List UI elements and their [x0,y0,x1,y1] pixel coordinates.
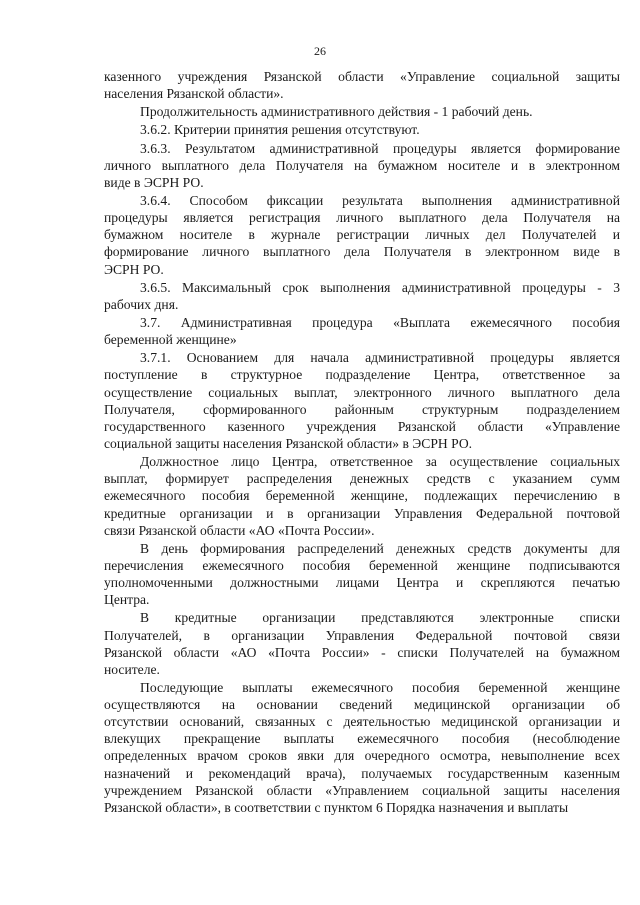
text-line: беременной женщине» [104,332,237,348]
text-line: 3.7.1. Основанием для начала административной процедуры является [140,350,620,366]
paragraph [104,453,620,539]
text-line: перечисления ежемесячного пособия беременной женщине подписываются [104,557,620,573]
text-line: ЭСРН РО. [104,261,164,277]
text-line: В кредитные организации представляются электронные списки [140,610,620,626]
text-line: Продолжительность административного действия - 1 рабочий день. [140,104,533,120]
text-line: Должностное лицо Центра, ответственное за осуществление социальных [140,454,620,470]
text-line: казенного учреждения Рязанской области «Управление социальной защиты [104,69,620,84]
text-line: бумажном носителе в журнале регистрации личных дел Получателей и [104,227,620,243]
text-line: населения Рязанской области». [104,86,284,102]
text-line: В день формирования распределений денежных средств документы для [140,540,620,556]
text-line: 3.6.5. Максимальный срок выполнения административной процедуры - 3 [140,279,620,295]
text-line: Последующие выплаты ежемесячного пособия беременной женщине [140,679,620,695]
text-line: государственного казенного учреждения Рязанской области «Управление [104,418,620,434]
text-line: кредитные организации и в организации Управления Федеральной почтовой [104,505,620,521]
paragraph [104,121,620,138]
paragraph [104,349,620,452]
text-line: выплат, формирует распределения денежных средств с указанием сумм [104,471,620,487]
text-line: поступление в структурное подразделение Центра, ответственное за [104,367,620,383]
paragraph [104,314,620,348]
text-line: 3.6.3. Результатом административной процедуры является формирование [140,140,620,156]
text-line: влекущих прекращение выплаты ежемесячного пособия (несоблюдение [104,731,620,747]
text-line: определенных врачом сроков явки для очередного осмотра, невыполнение всех [104,748,620,764]
text-line: Рязанской области», в соответствии с пунктом 6 Порядка назначения и выплаты [104,799,569,815]
text-line: социальной защиты населения Рязанской области» в ЭСРН РО. [104,435,473,451]
paragraph [104,279,620,313]
text-line: 3.7. Административная процедура «Выплата ежемесячного пособия [140,314,620,330]
text-line: Рязанской области «АО «Почта России» - списки Получателей на бумажном [104,644,620,660]
paragraph [104,192,620,278]
text-line: Получателей, в организации Управления Федеральной почтовой связи [104,627,620,643]
text-line: виде в ЭСРН РО. [104,174,204,190]
paragraph [104,540,620,609]
text-line: осуществление социальных выплат, электронного личного выплатного дела [104,384,620,400]
text-line: носителе. [104,661,160,677]
text-line: формирование личного выплатного дела Получателя в электронном виде в [104,244,620,260]
text-line: уполномоченными должностными лицами Центра и скрепляются печатью [104,575,620,591]
paragraph [104,679,620,816]
text-line: учреждением Рязанской области «Управлением социальной защиты населения [104,782,620,798]
text-line: личного выплатного дела Получателя на бумажном носителе и в электронном [104,157,620,173]
text-line: назначений и рекомендаций врача), получаемых государственным казенным [104,765,620,781]
text-line: отсутствии оснований, связанных с деятельностью медицинской организации и [104,714,620,730]
page-number: 26 [314,44,326,58]
paragraph [104,140,620,191]
document-body [104,68,620,816]
text-line: Получателя, сформированного районным структурным подразделением [104,401,620,417]
text-line: Центра. [104,592,150,608]
text-line: ежемесячного пособия беременной женщине, подлежащих перечислению в [104,488,620,504]
text-line: процедуры является регистрация личного выплатного дела Получателя на [104,210,620,226]
paragraph [104,609,620,678]
paragraph [104,68,620,102]
text-line: рабочих дня. [104,296,179,312]
text-line: связи Рязанской области «АО «Почта России». [104,522,375,538]
text-line: 3.6.2. Критерии принятия решения отсутствуют. [140,122,420,138]
paragraph [104,103,620,120]
text-line: 3.6.4. Способом фиксации результата выполнения административной [140,192,620,208]
text-line: осуществляются на основании сведений медицинской организации об [104,697,620,713]
